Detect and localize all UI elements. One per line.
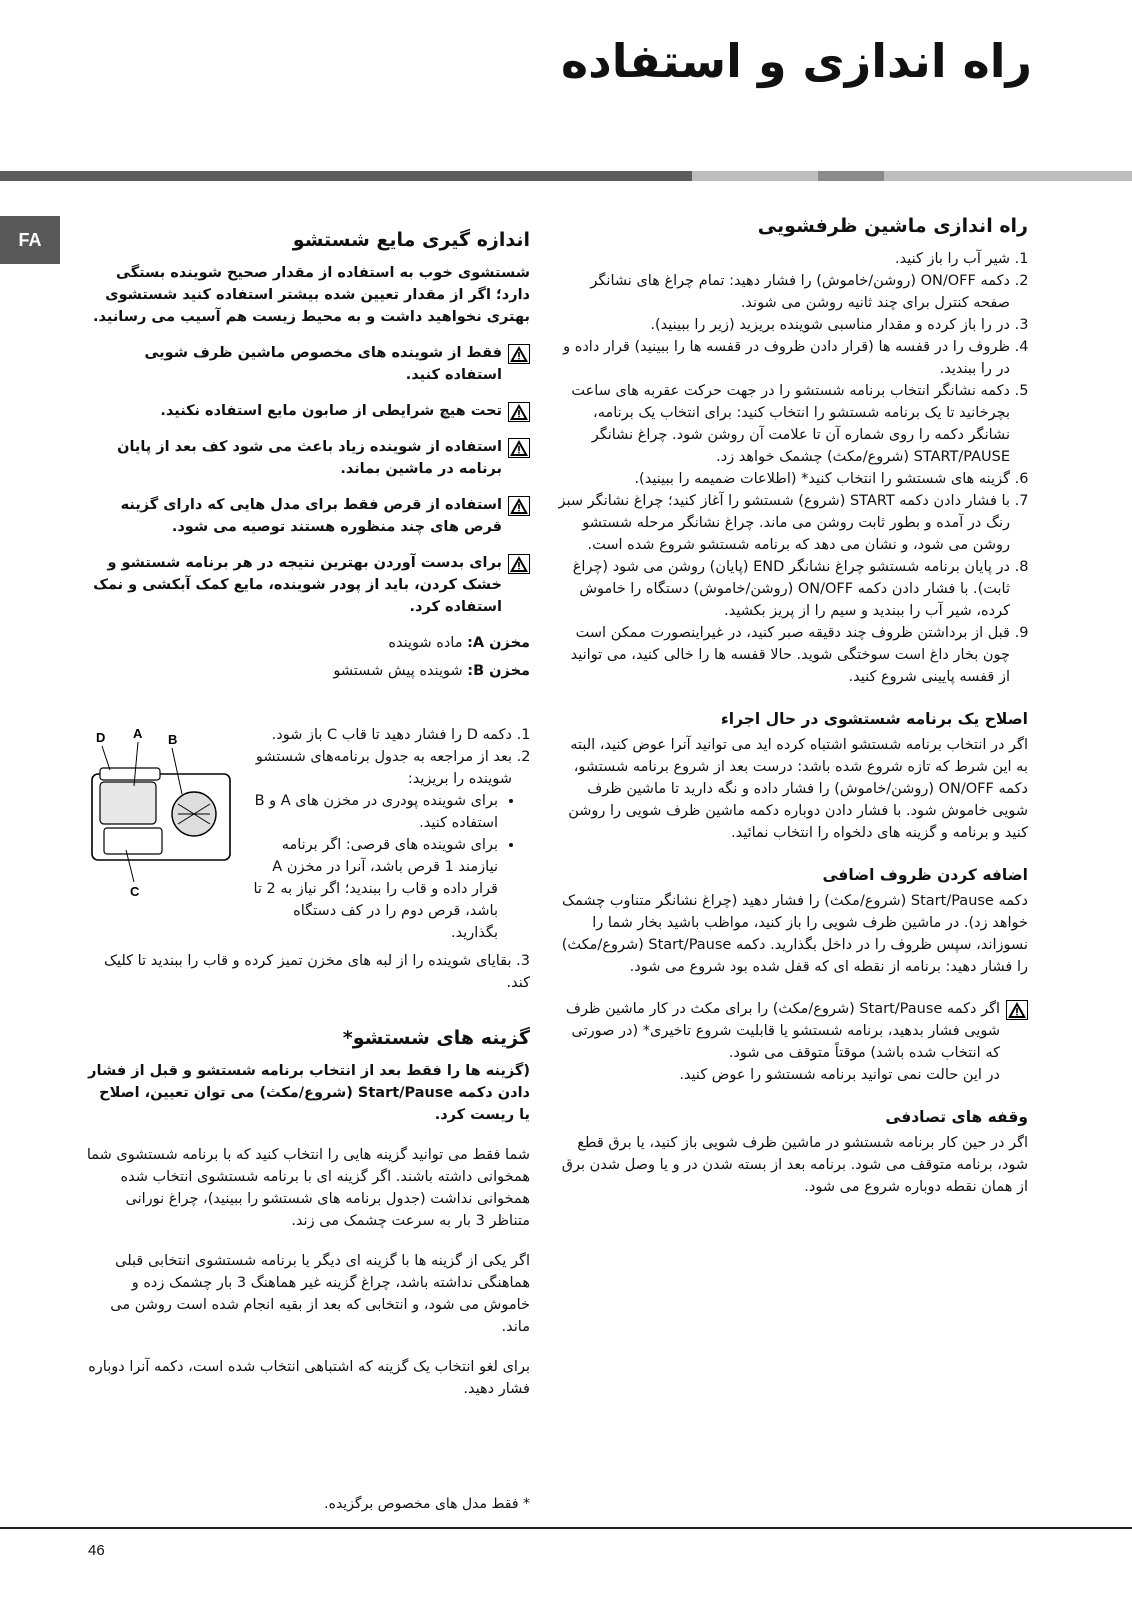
pause-warning-text: اگر دکمه Start/Pause (شروع/مکث) را برای مکث در کار ماشین ظرف شویی فشار بدهید، برنامه شستشو یا قابلیت شروع تاخیری* (در صورتی که انتخاب شده باشد) موقتاً متوقف می شود.	[565, 1001, 1000, 1061]
dose-warning	[86, 400, 530, 422]
dispenser-block	[86, 724, 530, 944]
header-rule-accent	[818, 171, 884, 181]
warning-icon	[508, 402, 530, 422]
dose-warning-text: تحت هیچ شرایطی از صابون مایع استفاده نکنید.	[160, 403, 502, 419]
dose-heading: اندازه گیری مایع شستشو	[292, 229, 530, 251]
dispenser-step: 1. دکمه D را فشار دهید تا قاب C باز شود.	[244, 724, 512, 746]
compartment-b-text: شوینده پیش شستشو	[333, 663, 463, 679]
footer-rule	[0, 1527, 1132, 1529]
header-rule-dark	[0, 171, 692, 181]
dispenser-bullet: • برای شوینده های قرصی: اگر برنامه نیازمند 1 قرص باشد، آنرا در مخزن A قرار داده و قاب را ببندید؛ اگر نیاز به 2 تا باشد، قرص دوم را در کف دستگاه بگذارید.	[244, 834, 498, 944]
start-step: 1. شیر آب را باز کنید.	[556, 248, 1010, 270]
start-steps-list	[556, 248, 1028, 688]
figure-label-a: A	[133, 726, 143, 741]
dispenser-step-3: 3. بقایای شوینده را از لبه های مخزن تمیز کرده و قاب را ببندید تا کلیک کند.	[104, 953, 530, 991]
dose-warning-text: برای بدست آوردن بهترین نتیجه در هر برنامه شستشو و خشک کردن، باید از پودر شوینده، مایع کمک آبکشی و نمک استفاده کرد.	[93, 555, 502, 615]
footnote: * فقط مدل های مخصوص برگزیده.	[324, 1496, 530, 1512]
warning-icon	[508, 554, 530, 574]
dose-warning	[86, 494, 530, 538]
dose-warning	[86, 436, 530, 480]
page-title: راه اندازی و استفاده	[561, 34, 1032, 88]
start-step: 9. قبل از برداشتن ظروف چند دقیقه صبر کنید، در غیراینصورت ممکن است چون بخار داغ است سوختگی شوید. حالا قفسه ها را خالی کنید، می توانید از قفسه پایینی شروع کنید.	[556, 622, 1010, 688]
dispenser-step-3-text: بقایای شوینده را از لبه های مخزن تمیز کرده و قاب را ببندید تا کلیک کند.	[104, 953, 530, 991]
options-heading: گزینه های شستشو*	[342, 1027, 530, 1049]
dispenser-instructions	[244, 724, 530, 944]
warning-icon	[1006, 1000, 1028, 1020]
modify-heading: اصلاح یک برنامه شستشوی در حال اجراء	[720, 710, 1028, 728]
dispenser-steps	[244, 724, 530, 944]
compartment-a-label: مخزن A:	[467, 635, 530, 651]
start-step: 4. ظروف را در قفسه ها (قرار دادن ظروف در قفسه ها را ببینید) قرار داده و در را ببندید.	[556, 336, 1010, 380]
warning-icon	[508, 438, 530, 458]
start-step: 7. با فشار دادن دکمه START (شروع) شستشو را آغاز کنید؛ چراغ نشانگر سبز رنگ در آمده و بطور ثابت روشن می ماند. چراغ نشانگر مرحله شستشو روشن می شود، و نشان می دهد که برنامه شستشو شروع شده است.	[556, 490, 1010, 556]
dose-warning-text: استفاده از قرص فقط برای مدل هایی که دارای گزینه قرص های چند منظوره هستند توصیه می شود.	[120, 497, 502, 535]
start-step: 6. گزینه های شستشو را انتخاب کنید* (اطلاعات ضمیمه را ببینید).	[556, 468, 1010, 490]
dose-warning	[86, 552, 530, 618]
page-number: 46	[88, 1542, 105, 1559]
left-column	[86, 226, 530, 1406]
options-paragraph: شما فقط می توانید گزینه هایی را انتخاب کنید که با برنامه شستشوی شما همخوانی داشته باشند. اگر گزینه ای با برنامه شستشوی انتخاب شده همخوانی نداشت (جدول برنامه های شستشو را ببینید)، چراغ نورانی متناظر 3 بار به سرعت چشمک می زند.	[86, 1147, 530, 1229]
warning-icon	[508, 496, 530, 516]
detergent-dispenser-figure	[86, 724, 236, 904]
figure-label-b: B	[168, 732, 178, 747]
start-step: 2. دکمه ON/OFF (روشن/خاموش) را فشار دهید: تمام چراغ های نشانگر صفحه کنترل برای چند ثانیه روشن می شوند.	[556, 270, 1010, 314]
add-text: دکمه Start/Pause (شروع/مکث) را فشار دهید (چراغ نشانگر متناوب چشمک خواهد زد). در ماشین ظرف شویی را باز کنید، مواظب باشید بخار شما را نسوزاند، سپس ظروف را در داخل بگذارید. دکمه Start/Pause (شروع/مکث) را فشار دهید: برنامه از نقطه ای که قفل شده بود شروع می شود.	[561, 893, 1028, 975]
pause-warning	[556, 998, 1028, 1086]
options-paragraph: اگر یکی از گزینه ها با گزینه ای دیگر یا برنامه شستشوی انتخابی قبلی هماهنگی نداشته باشد، چراغ گزینه غیر هماهنگ 3 بار چشمک زده و خاموش می شود، و انتخابی که بعد از بقیه انجام شده است روشن می ماند.	[110, 1253, 530, 1335]
header-rule-light	[692, 171, 1132, 181]
options-paragraph: برای لغو انتخاب یک گزینه که اشتباهی انتخاب شده است، دکمه آنرا دوباره فشار دهید.	[88, 1359, 530, 1397]
dose-warning-text: فقط از شوینده های مخصوص ماشین ظرف شویی استفاده کنید.	[144, 345, 502, 383]
warning-icon	[508, 344, 530, 364]
interrupt-heading: وقفه های تصادفی	[885, 1108, 1028, 1126]
start-step: 5. دکمه نشانگر انتخاب برنامه شستشو را در جهت حرکت عقربه های ساعت بچرخانید تا یک برنامه شستشو را انتخاب کنید: برای انتخاب یک برنامه، نشانگر دکمه را روی شماره آن تا علامت آن روشن شود. چراغ نشانگر START/PAUSE (شروع/مکث) چشمک خواهد زد.	[556, 380, 1010, 468]
start-step: 3. در را باز کرده و مقدار مناسبی شوینده بریزید (زیر را ببینید).	[556, 314, 1010, 336]
dose-intro: شستشوی خوب به استفاده از مقدار صحیح شوینده بستگی دارد؛ اگر از مقدار تعیین شده بیشتر استفاده کنید شستشوی بهتری نخواهید داشت و به محیط زیست هم آسیب می رسانید.	[93, 265, 530, 325]
add-heading: اضافه کردن ظروف اضافی	[822, 866, 1028, 884]
compartment-b	[86, 660, 530, 682]
dispenser-bullets	[244, 790, 512, 944]
right-column	[556, 212, 1028, 1204]
dose-warning-text: استفاده از شوینده زیاد باعث می شود کف بعد از پایان برنامه در ماشین بماند.	[117, 439, 502, 477]
language-tab: FA	[0, 216, 60, 264]
dispenser-step	[244, 746, 512, 944]
start-step: 8. در پایان برنامه شستشو چراغ نشانگر END (پایان) روشن می شود (چراغ ثابت). با فشار دادن دکمه ON/OFF (روشن/خاموش) دستگاه را خاموش کرده، شیر آب را ببندید و سیم را از پریز بکشید.	[556, 556, 1010, 622]
figure-label-d: D	[96, 730, 106, 745]
compartment-a-text: ماده شوینده	[388, 635, 463, 651]
pause-warning-text-2: در این حالت نمی توانید برنامه شستشو را عوض کنید.	[679, 1067, 1000, 1083]
options-intro: (گزینه ها را فقط بعد از انتخاب برنامه شستشو و قبل از فشار دادن دکمه Start/Pause (شروع/مکث) می توان تعیین، اصلاح یا ریست کرد.	[88, 1063, 530, 1123]
dispenser-bullet: • برای شوینده پودری در مخزن های A و B استفاده کنید.	[244, 790, 498, 834]
compartment-b-label: مخزن B:	[467, 663, 530, 679]
start-heading: راه اندازی ماشین ظرفشویی	[757, 215, 1028, 237]
dose-warning	[86, 342, 530, 386]
dispenser-step-text: بعد از مراجعه به جدول برنامه‌های شستشو شوینده را بریزید:	[255, 749, 512, 787]
modify-text: اگر در انتخاب برنامه شستشو اشتباه کرده اید می توانید آنرا عوض کنید، البته به این شرط که تازه شروع شده باشد: درست بعد از شروع برنامه شستشو، دکمه ON/OFF (روشن/خاموش) را فشار داده و نگه دارید تا ماشین ظرف شویی خاموش شود. با فشار دادن دوباره دکمه ماشین ظرف شویی را روشن کنید و برنامه و گزینه های دلخواه را انتخاب نمائید.	[568, 737, 1028, 841]
figure-label-c: C	[130, 884, 140, 899]
interrupt-text: اگر در حین کار برنامه شستشو در ماشین ظرف شویی باز کنید، یا برق قطع شود، برنامه متوقف می شود. برنامه بعد از بسته شدن در و یا وصل شدن برق از همان نقطه دوباره شروع می شود.	[561, 1135, 1028, 1195]
compartment-a	[86, 632, 530, 654]
